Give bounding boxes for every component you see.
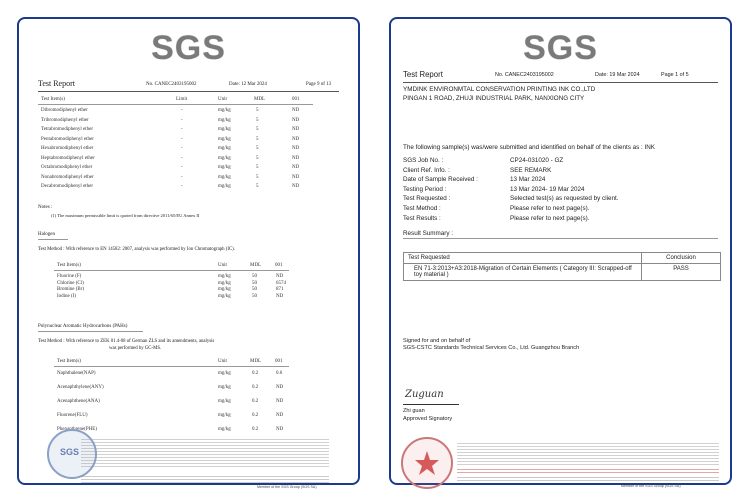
table-cell: Iodine (I): [57, 293, 77, 299]
table-cell: Hexabromodiphenyl ether: [41, 146, 94, 151]
col-header: Limit: [176, 97, 188, 102]
sgs-logo: SGS: [151, 29, 226, 67]
halogen-heading: Halogen: [38, 232, 55, 237]
table-cell: -: [181, 108, 183, 113]
table-cell: mg/kg: [218, 174, 231, 180]
signatory-name: Zhi guan: [403, 408, 425, 414]
field-value: 13 Mar 2024- 19 Mar 2024: [510, 185, 585, 193]
report-page-1: [389, 17, 732, 488]
header-rule: [403, 82, 718, 83]
table-cell: ND: [292, 155, 300, 161]
table-cell: ND: [276, 385, 284, 390]
pah-table: [38, 359, 338, 434]
seal-text: SGS: [60, 447, 80, 457]
table-cell: Tetrabromodiphenyl ether: [41, 127, 93, 132]
table-cell: mg/kg: [218, 155, 231, 161]
member-of-sgs: Member of the SGS Group (SGS SA): [621, 484, 681, 488]
table-header-row: [404, 253, 721, 264]
table-cell: ND: [292, 108, 300, 113]
field-value: CP24-031020 - GZ: [510, 157, 564, 164]
result-summary-label: Result Summary :: [403, 230, 454, 237]
table-cell: mg/kg: [218, 280, 231, 286]
table-cell: 6574: [276, 280, 286, 286]
table-cell: mg/kg: [218, 287, 231, 292]
field-value: 13 Mar 2024: [510, 176, 546, 184]
legal-fine-print: [457, 443, 719, 467]
table-cell: mg/kg: [218, 385, 231, 390]
table-row: [38, 175, 338, 183]
table-cell: 50: [252, 274, 257, 279]
table-cell: ND: [276, 293, 284, 299]
pbde-table: [38, 97, 338, 197]
header-rule: [38, 91, 339, 92]
signatory-title: Approved Signatory: [403, 416, 453, 422]
col-header-conclusion: Conclusion: [642, 253, 721, 264]
table-cell: -: [181, 174, 183, 180]
table-row: [38, 146, 338, 154]
table-cell: mg/kg: [218, 117, 231, 123]
result-summary-table: [403, 252, 721, 281]
table-cell: mg/kg: [218, 127, 231, 132]
divider: [38, 239, 68, 240]
field-label: Date of Sample Received :: [403, 176, 478, 184]
report-date: Date: 12 Mar 2024: [229, 82, 267, 87]
field-label: Test Results :: [403, 214, 441, 222]
table-cell: ND: [276, 427, 284, 432]
table-cell: Heptabromodiphenyl ether: [41, 155, 95, 161]
table-cell: 0.2: [252, 385, 259, 390]
col-header: 001: [275, 263, 283, 268]
table-cell: Naphthalene(NAP): [57, 371, 96, 376]
col-header: Test Item(s): [57, 263, 81, 268]
pah-method-2: was performed by GC-MS.: [109, 346, 162, 351]
table-cell: 5: [256, 108, 259, 113]
halogen-table: [38, 263, 338, 308]
signed-for-label: Signed for and on behalf of: [403, 338, 471, 344]
table-row: [38, 385, 338, 393]
table-cell: 50: [252, 287, 257, 292]
table-cell: 5: [256, 174, 259, 180]
table-cell: ND: [292, 127, 300, 132]
table-cell: -: [181, 146, 183, 151]
col-header: Unit: [218, 97, 227, 102]
test-requested-cell: [404, 264, 642, 281]
field-value: Please refer to next page(s).: [510, 205, 590, 212]
divider: [403, 238, 718, 239]
field-value: Please refer to next page(s).: [510, 214, 590, 222]
table-cell: 0.2: [252, 413, 259, 418]
table-cell: ND: [292, 117, 300, 123]
divider: [38, 331, 143, 332]
table-cell: Tribromodiphenyl ether: [41, 117, 89, 123]
table-row: [38, 108, 338, 116]
member-of-sgs: Member of the SGS Group (SGS SA): [257, 485, 317, 489]
table-cell: 50: [252, 280, 257, 286]
table-cell: 5: [256, 127, 259, 132]
table-cell: -: [181, 165, 183, 170]
table-cell: ND: [276, 399, 284, 404]
table-cell: -: [181, 136, 183, 142]
field-label: Client Ref. Info. :: [403, 166, 450, 174]
table-row: [38, 399, 338, 407]
divider: [54, 270, 289, 271]
table-cell: Phenanthrene(PHE): [57, 427, 97, 432]
col-header: MDL: [250, 263, 262, 268]
official-seal-stamp: [401, 437, 453, 489]
col-header: 001: [275, 359, 283, 364]
table-row: [38, 137, 338, 145]
table-row: [38, 165, 338, 173]
table-cell: mg/kg: [218, 146, 231, 151]
table-cell: ND: [276, 274, 284, 279]
table-row: [38, 371, 338, 379]
table-row: [38, 156, 338, 164]
signed-company: SGS-CSTC Standards Technical Services Co., Ltd. Guangzhou Branch: [403, 345, 580, 351]
report-number: No. CANEC2403195002: [146, 82, 197, 87]
table-cell: Acenaphthene(ANA): [57, 399, 100, 404]
table-cell: mg/kg: [218, 165, 231, 170]
table-cell: Acenaphthylene(ANY): [57, 385, 104, 390]
address-fine-print: [81, 476, 329, 483]
table-cell: 5: [256, 117, 259, 123]
col-header: Test Item(s): [57, 359, 81, 364]
client-name: YMDINK ENVIRONMTAL CONSERVATION PRINTING INK CO.,LTD: [403, 86, 596, 93]
table-row: [38, 413, 338, 421]
table-cell: -: [181, 117, 183, 123]
table-cell: Bromine (Br): [57, 287, 85, 292]
table-cell: -: [181, 127, 183, 132]
table-cell: Pentabromodiphenyl ether: [41, 136, 94, 142]
pah-method-1: Test Method : With reference to ZEK 01.4-08 of German ZLS and its amendments, analysis: [38, 339, 215, 344]
report-title: Test Report: [403, 70, 443, 79]
page-number: Page 9 of 13: [306, 82, 332, 87]
field-label: SGS Job No. :: [403, 157, 444, 164]
pah-heading: Polynuclear Aromatic Hydrocarbons (PAHs): [38, 324, 128, 329]
sgs-logo: SGS: [523, 29, 598, 67]
table-cell: 5: [256, 136, 259, 142]
table-cell: 50: [252, 293, 257, 299]
col-header: Unit: [218, 263, 227, 268]
test-line-1: EN 71-3:2013+A3:2018-Migration of Certain Elements ( Category III: Scrapped-off: [414, 266, 632, 272]
halogen-method: Test Method : With reference to EN 14582: 2007, analysis was performed by Ion Chromatograph (IC).: [38, 247, 235, 252]
legal-fine-print: [81, 439, 329, 467]
table-cell: mg/kg: [218, 184, 231, 189]
table-cell: mg/kg: [218, 371, 231, 376]
table-cell: 5: [256, 184, 259, 189]
table-cell: Fluorine (F): [57, 274, 82, 279]
report-date: Date: 19 Mar 2024: [595, 72, 640, 78]
report-number: No. CANEC2403195002: [495, 72, 554, 78]
red-address-strip: [457, 469, 719, 475]
page-number: Page 1 of 5: [661, 72, 689, 78]
signature-line: [403, 404, 459, 405]
table-cell: Fluorene(FLU): [57, 413, 88, 418]
table-cell: mg/kg: [218, 413, 231, 418]
col-header-test: Test Requested: [404, 253, 642, 264]
table-cell: Octabromodiphenyl ether: [41, 165, 93, 170]
divider: [54, 366, 289, 367]
table-row: [38, 127, 338, 135]
table-cell: 0.2: [252, 371, 259, 376]
field-label: Testing Period :: [403, 185, 447, 193]
table-cell: ND: [292, 146, 300, 151]
col-header: Test Item(s): [41, 97, 65, 102]
table-cell: ND: [276, 413, 284, 418]
client-address: PINGAN 1 ROAD, ZHUJI INDUSTRIAL PARK, NANXIONG CITY: [403, 95, 585, 102]
table-cell: ND: [292, 174, 300, 180]
table-cell: ND: [292, 184, 300, 189]
conclusion-cell: PASS: [642, 264, 721, 281]
table-cell: ND: [292, 136, 300, 142]
table-cell: mg/kg: [218, 293, 231, 299]
divider: [38, 104, 313, 105]
table-row: [38, 184, 338, 192]
table-cell: 5: [256, 165, 259, 170]
field-value: Selected test(s) as requested by client.: [510, 195, 619, 203]
table-row: [404, 264, 721, 281]
field-value: SEE REMARK: [510, 166, 552, 174]
report-title: Test Report: [38, 79, 75, 88]
col-header: 001: [292, 97, 300, 102]
col-header: MDL: [250, 359, 262, 364]
table-cell: 0.2: [252, 427, 259, 432]
table-cell: mg/kg: [218, 136, 231, 142]
table-cell: Nonabromodiphenyl ether: [41, 174, 94, 180]
seal-star-icon: [403, 439, 451, 487]
table-cell: -: [181, 184, 183, 189]
table-cell: Decabromodiphenyl ether: [41, 184, 94, 189]
col-header: MDL: [254, 97, 266, 102]
test-line-2: toy material ): [414, 272, 449, 278]
table-cell: mg/kg: [218, 427, 231, 432]
table-cell: ND: [292, 165, 300, 170]
col-header: Unit: [218, 359, 227, 364]
table-cell: mg/kg: [218, 274, 231, 279]
table-cell: 871: [276, 287, 284, 292]
field-label: Test Requested :: [403, 195, 451, 203]
table-cell: 0.6: [276, 371, 283, 376]
report-page-9: [17, 17, 360, 489]
table-cell: mg/kg: [218, 399, 231, 404]
table-cell: mg/kg: [218, 108, 231, 113]
intro-text: The following sample(s) was/were submitted and identified on behalf of the clients as : INK: [403, 144, 656, 151]
table-row: [38, 294, 338, 302]
table-row: [38, 118, 338, 126]
table-cell: Dibromodiphenyl ether: [41, 108, 88, 113]
field-label: Test Method :: [403, 205, 441, 212]
table-cell: 5: [256, 155, 259, 161]
table-cell: -: [181, 155, 183, 161]
notes-label: Notes :: [38, 205, 53, 210]
signature: Zuguan: [405, 389, 444, 400]
note-1: (1) The maximum permissible limit is quoted from directive 2011/65/EU Annex II: [51, 213, 200, 218]
table-cell: 0.2: [252, 399, 259, 404]
address-fine-print: [457, 477, 719, 482]
table-cell: 5: [256, 146, 259, 151]
table-cell: Chlorine (Cl): [57, 280, 84, 286]
